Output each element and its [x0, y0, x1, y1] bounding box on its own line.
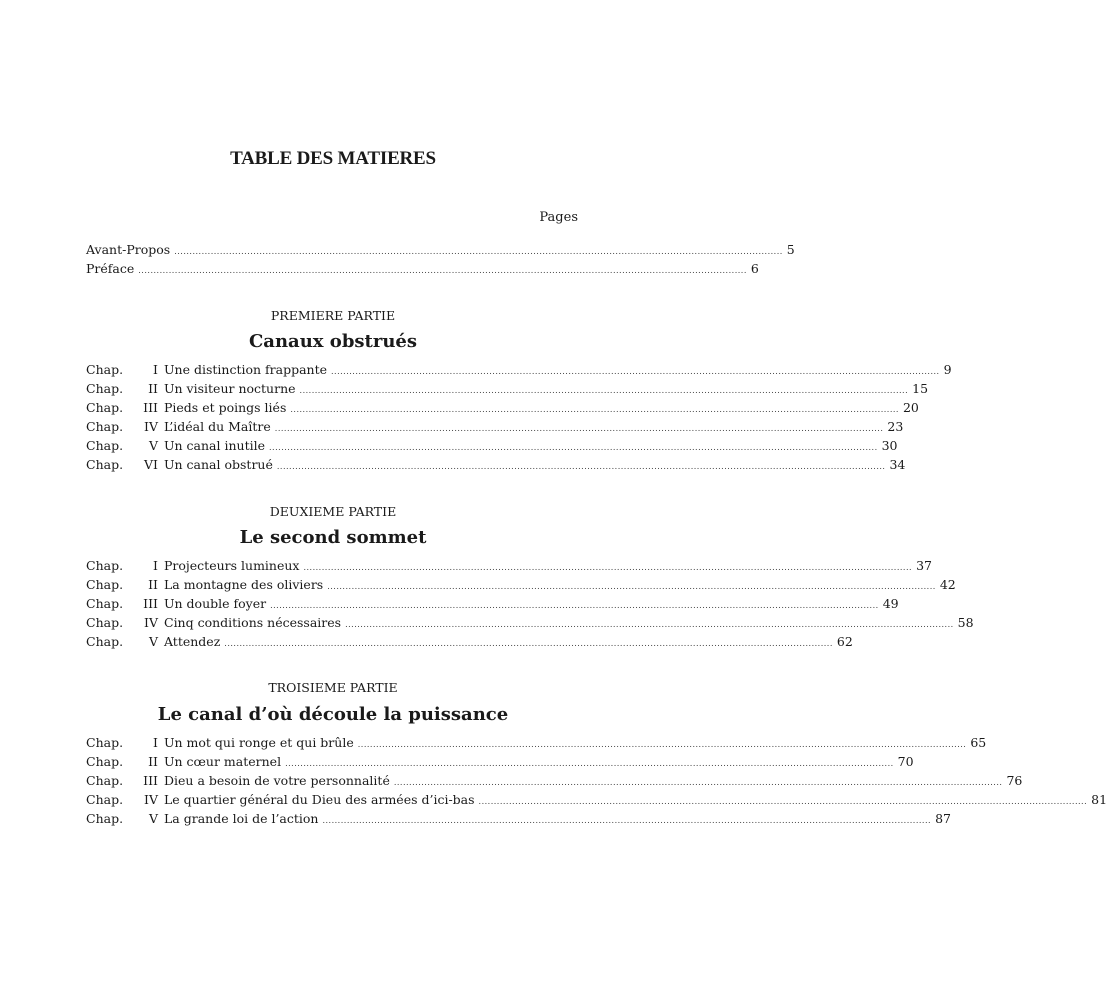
chapter-number: IV [144, 792, 158, 807]
chapter-page: 34 [889, 457, 906, 472]
chapter-title: Un visiteur nocturne [164, 381, 296, 396]
chapter-prefix [86, 594, 164, 613]
chapter-number: II [148, 381, 158, 396]
chapter-number: III [143, 773, 158, 788]
chapter-number: III [143, 400, 158, 415]
chapter-word: Chap. [86, 792, 124, 807]
pages-column-label: Pages [539, 210, 578, 225]
chapter-title: Un double foyer [164, 596, 267, 611]
dot-leader: ........................................................................................................................................................................................................ [393, 778, 1003, 787]
chapter-number: V [148, 811, 158, 826]
part-3-heading: TROISIEME PARTIE [268, 680, 398, 695]
toc-chapter-entry[interactable] [86, 417, 904, 436]
chapter-page: 70 [897, 754, 914, 769]
chapter-page: 23 [887, 419, 904, 434]
chapter-prefix [86, 436, 164, 455]
chapter-page: 58 [957, 615, 974, 630]
chapter-number: V [148, 438, 158, 453]
entry-page: 6 [750, 261, 759, 276]
part-1-heading: PREMIERE PARTIE [270, 308, 396, 323]
dot-leader: ........................................................................................................................................................................................................ [285, 759, 894, 768]
chapter-title: Attendez [164, 634, 221, 649]
chapter-word: Chap. [86, 577, 124, 592]
dot-leader: ........................................................................................................................................................................................................ [274, 424, 884, 433]
entry-label: Avant-Propos [86, 242, 171, 257]
chapter-number: I [153, 362, 158, 377]
chapter-page: 76 [1006, 773, 1023, 788]
toc-chapter-entry[interactable] [86, 379, 929, 398]
chapter-number: IV [144, 419, 158, 434]
chapter-page: 42 [939, 577, 956, 592]
toc-entry-avant-propos[interactable] [86, 240, 795, 259]
toc-chapter-entry[interactable] [86, 790, 1107, 809]
chapter-title: Un canal inutile [164, 438, 266, 453]
chapter-word: Chap. [86, 634, 124, 649]
dot-leader: ........................................................................................................................................................................................................ [478, 797, 1088, 806]
chapter-page: 49 [882, 596, 899, 611]
chapter-word: Chap. [86, 381, 124, 396]
toc-chapter-entry[interactable] [86, 771, 1023, 790]
toc-chapter-entry[interactable] [86, 752, 914, 771]
chapter-title: Un cœur maternel [164, 754, 282, 769]
chapter-word: Chap. [86, 596, 124, 611]
dot-leader: ........................................................................................................................................................................................................ [322, 816, 932, 825]
dot-leader: ........................................................................................................................................................................................................ [303, 563, 913, 572]
toc-entry-preface[interactable] [86, 259, 759, 278]
toc-chapter-entry[interactable] [86, 398, 919, 417]
chapter-word: Chap. [86, 735, 124, 750]
chapter-title: Dieu a besoin de votre personnalité [164, 773, 390, 788]
chapter-prefix [86, 613, 164, 632]
part-3-title: Le canal d’où découle la puissance [157, 704, 509, 725]
entry-label: Préface [86, 261, 135, 276]
chapter-title: Pieds et poings liés [164, 400, 287, 415]
chapter-title: Un mot qui ronge et qui brûle [164, 735, 354, 750]
toc-chapter-entry[interactable] [86, 733, 987, 752]
chapter-number: IV [144, 615, 158, 630]
chapter-page: 81 [1091, 792, 1107, 807]
toc-chapter-entry[interactable] [86, 455, 906, 474]
dot-leader: ........................................................................................................................................................................................................ [331, 367, 940, 376]
dot-leader: ........................................................................................................................................................................................................ [138, 266, 747, 275]
dot-leader: ........................................................................................................................................................................................................ [327, 582, 936, 591]
chapter-prefix [86, 809, 164, 828]
chapter-prefix [86, 752, 164, 771]
dot-leader: ........................................................................................................................................................................................................ [299, 386, 909, 395]
toc-chapter-entry[interactable] [86, 809, 951, 828]
chapter-title: Cinq conditions nécessaires [164, 615, 342, 630]
dot-leader: ........................................................................................................................................................................................................ [276, 462, 886, 471]
dot-leader: ........................................................................................................................................................................................................ [290, 405, 899, 414]
chapter-prefix [86, 790, 164, 809]
toc-chapter-entry[interactable] [86, 575, 956, 594]
chapter-word: Chap. [86, 438, 124, 453]
chapter-prefix [86, 455, 164, 474]
chapter-page: 9 [943, 362, 952, 377]
chapter-word: Chap. [86, 457, 124, 472]
toc-chapter-entry[interactable] [86, 632, 853, 651]
chapter-number: III [143, 596, 158, 611]
dot-leader: ........................................................................................................................................................................................................ [345, 620, 954, 629]
chapter-page: 20 [902, 400, 919, 415]
chapter-word: Chap. [86, 754, 124, 769]
chapter-prefix [86, 379, 164, 398]
chapter-number: II [148, 577, 158, 592]
chapter-title: La grande loi de l’action [164, 811, 319, 826]
chapter-word: Chap. [86, 558, 124, 573]
chapter-title: La montagne des oliviers [164, 577, 324, 592]
toc-chapter-entry[interactable] [86, 556, 932, 575]
chapter-prefix [86, 733, 164, 752]
chapter-title: Projecteurs lumineux [164, 558, 300, 573]
dot-leader: ........................................................................................................................................................................................................ [269, 443, 878, 452]
chapter-page: 37 [916, 558, 932, 573]
chapter-prefix [86, 575, 164, 594]
chapter-word: Chap. [86, 362, 124, 377]
chapter-number: I [153, 558, 158, 573]
toc-title: TABLE DES MATIERES [230, 148, 436, 169]
dot-leader: ........................................................................................................................................................................................................ [357, 740, 967, 749]
chapter-word: Chap. [86, 773, 124, 788]
chapter-title: Le quartier général du Dieu des armées d’ici-bas [164, 792, 475, 807]
part-1-title: Canaux obstrués [248, 331, 418, 352]
chapter-word: Chap. [86, 400, 124, 415]
dot-leader: ........................................................................................................................................................................................................ [224, 639, 833, 648]
chapter-number: V [148, 634, 158, 649]
toc-chapter-entry[interactable] [86, 360, 952, 379]
chapter-number: II [148, 754, 158, 769]
chapter-page: 87 [935, 811, 951, 826]
toc-chapter-entry[interactable] [86, 594, 899, 613]
chapter-prefix [86, 360, 164, 379]
chapter-title: Un canal obstrué [164, 457, 273, 472]
chapter-prefix [86, 556, 164, 575]
chapter-page: 65 [970, 735, 987, 750]
chapter-prefix [86, 417, 164, 436]
toc-chapter-entry[interactable] [86, 613, 974, 632]
toc-chapter-entry[interactable] [86, 436, 898, 455]
chapter-page: 30 [881, 438, 898, 453]
chapter-number: VI [144, 457, 158, 472]
chapter-page: 15 [912, 381, 929, 396]
chapter-title: Une distinction frappante [164, 362, 327, 377]
dot-leader: ........................................................................................................................................................................................................ [270, 601, 879, 610]
chapter-prefix [86, 632, 164, 651]
chapter-word: Chap. [86, 615, 124, 630]
entry-page: 5 [786, 242, 795, 257]
chapter-page: 62 [836, 634, 853, 649]
chapter-word: Chap. [86, 419, 124, 434]
chapter-prefix [86, 398, 164, 417]
chapter-prefix [86, 771, 164, 790]
chapter-number: I [153, 735, 158, 750]
chapter-title: L’idéal du Maître [164, 419, 271, 434]
part-2-heading: DEUXIEME PARTIE [269, 504, 397, 519]
part-2-title: Le second sommet [239, 527, 427, 548]
chapter-word: Chap. [86, 811, 124, 826]
dot-leader: ........................................................................................................................................................................................................ [174, 247, 783, 256]
